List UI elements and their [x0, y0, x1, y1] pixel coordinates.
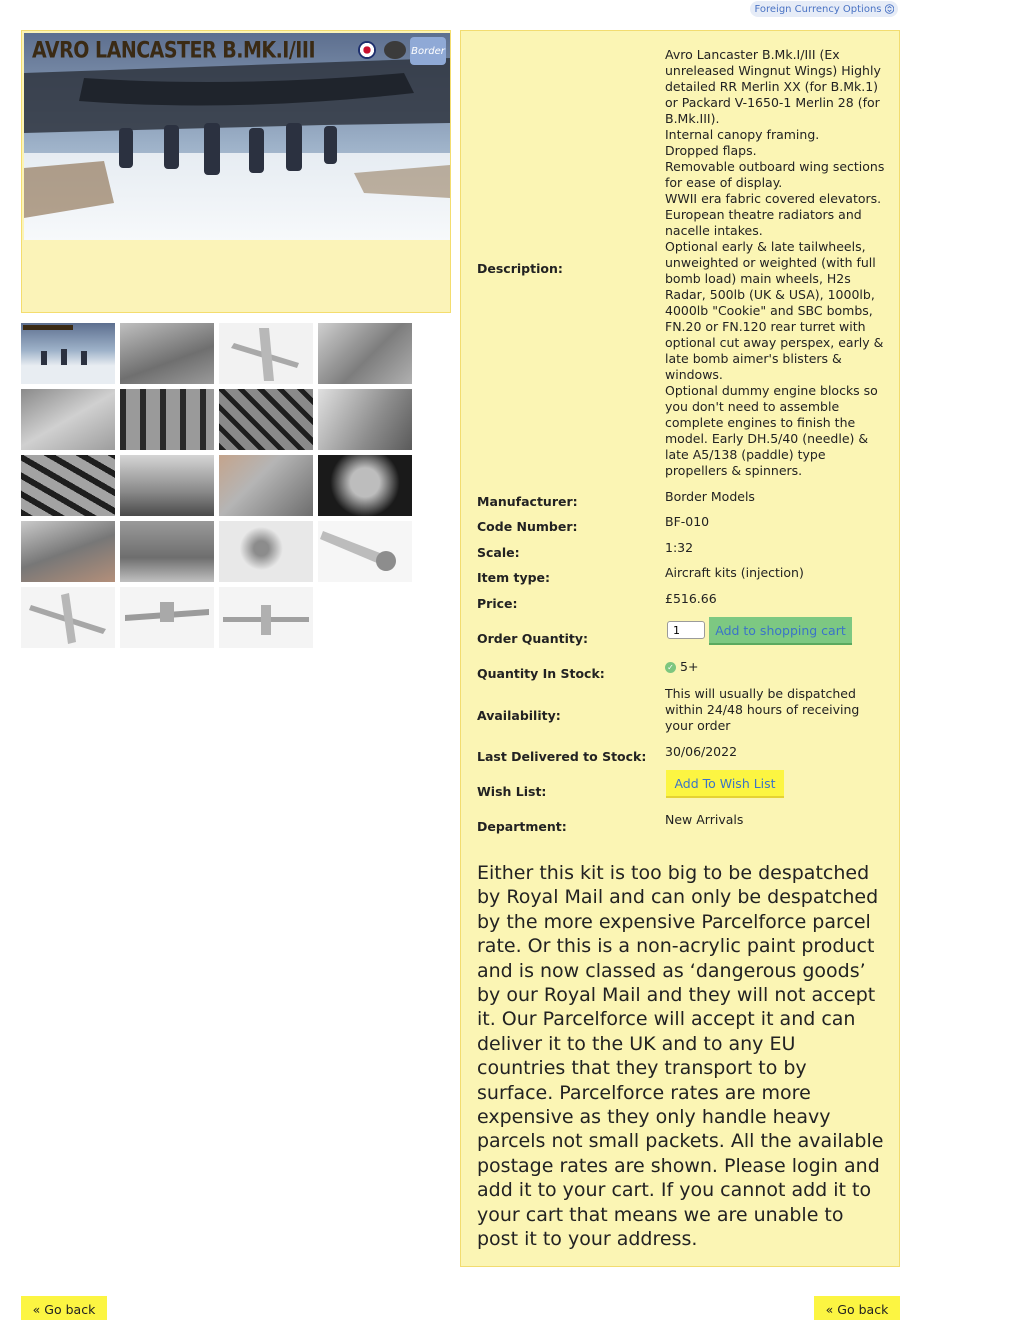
description-line: late A5/138 (paddle) type — [665, 447, 826, 462]
thumbnail[interactable] — [219, 323, 313, 384]
go-back-button-left[interactable]: « Go back — [21, 1296, 107, 1320]
description-line: propellers & spinners. — [665, 463, 803, 478]
thumbnail[interactable] — [21, 323, 115, 384]
notice-line: rate. Or this is a non-acrylic paint product — [477, 935, 875, 958]
description-line: WWII era fabric covered elevators. — [665, 191, 882, 206]
item-type-value: Aircraft kits (injection) — [665, 565, 804, 580]
notice-line: post it to your address. — [477, 1228, 698, 1251]
description-line: unreleased Wingnut Wings) Highly — [665, 63, 881, 78]
thumbnail[interactable] — [219, 389, 313, 450]
manufacturer-value: Border Models — [665, 489, 755, 504]
notice-line: it. Our Parcelforce will accept it and can — [477, 1008, 856, 1031]
raf-roundel-icon — [358, 41, 376, 59]
description-label: Description: — [477, 261, 563, 276]
notice-line: your cart that means we are unable to — [477, 1203, 844, 1226]
foreign-currency-options-button[interactable] — [750, 1, 898, 17]
thumbnail[interactable] — [21, 521, 115, 582]
description-line: for ease of display. — [665, 175, 783, 190]
thumbnail[interactable] — [120, 323, 214, 384]
availability-value — [665, 686, 859, 734]
description-line: or Packard V-1650-1 Merlin 28 (for — [665, 95, 880, 110]
department-label: Department: — [477, 819, 567, 834]
notice-line: by our Royal Mail and they will not accept — [477, 984, 876, 1007]
description-line: Internal canopy framing. — [665, 127, 820, 142]
border-brand-logo: Border — [410, 37, 446, 65]
wish-list-label: Wish List: — [477, 784, 547, 799]
description-line: you don't need to assemble — [665, 399, 840, 414]
code-number-value: BF-010 — [665, 514, 710, 529]
currency-options-label: Foreign Currency Options — [754, 3, 882, 15]
description-line: bomb load) main wheels, H2s — [665, 271, 851, 286]
notice-line: add it to your cart. If you cannot add it to — [477, 1179, 872, 1202]
availability-line: This will usually be dispatched — [665, 686, 856, 701]
description-line: FN.20 or FN.120 rear turret with — [665, 319, 866, 334]
notice-line: surface. Parcelforce rates are more — [477, 1081, 811, 1104]
availability-line: within 24/48 hours of receiving — [665, 702, 860, 717]
department-value: New Arrivals — [665, 812, 744, 827]
product-description — [665, 47, 884, 479]
description-line: model. Early DH.5/40 (needle) & — [665, 431, 869, 446]
thumbnail[interactable] — [219, 521, 313, 582]
notice-line: countries that they transport to by — [477, 1057, 807, 1080]
availability-label: Availability: — [477, 708, 561, 723]
description-line: Optional early & late tailwheels, — [665, 239, 866, 254]
notice-line: deliver it to the UK and to any EU — [477, 1032, 796, 1055]
description-line: European theatre radiators and — [665, 207, 862, 222]
thumbnail[interactable] — [21, 587, 115, 648]
up-down-chevron-icon — [885, 4, 894, 14]
price-label: Price: — [477, 596, 518, 611]
add-to-wish-list-button[interactable]: Add To Wish List — [666, 770, 784, 798]
in-stock-check-icon: ✓ — [665, 662, 676, 673]
description-line: complete engines to finish the — [665, 415, 856, 430]
product-info-panel — [460, 30, 900, 1267]
thumbnail[interactable] — [21, 389, 115, 450]
order-quantity-input[interactable] — [667, 621, 705, 639]
go-back-button-right[interactable]: « Go back — [814, 1296, 900, 1320]
description-line: nacelle intakes. — [665, 223, 763, 238]
item-type-label: Item type: — [477, 570, 551, 585]
description-line: detailed RR Merlin XX (for B.Mk.1) — [665, 79, 879, 94]
thumbnail[interactable] — [318, 323, 412, 384]
box-art-title: AVRO LANCASTER B.MK.I/III — [32, 38, 316, 64]
description-line: optional cut away perspex, early & — [665, 335, 884, 350]
thumbnail[interactable] — [219, 455, 313, 516]
order-quantity-label: Order Quantity: — [477, 631, 588, 646]
scale-label: Scale: — [477, 545, 520, 560]
quantity-in-stock-label: Quantity In Stock: — [477, 666, 605, 681]
thumbnail[interactable] — [318, 521, 412, 582]
notice-line: by the more expensive Parcelforce parcel — [477, 910, 871, 933]
thumbnail[interactable] — [219, 587, 313, 648]
thumbnail[interactable] — [120, 587, 214, 648]
description-line: B.Mk.III). — [665, 111, 720, 126]
description-line: unweighted or weighted (with full — [665, 255, 876, 270]
thumbnail[interactable] — [21, 455, 115, 516]
scale-value: 1:32 — [665, 540, 694, 555]
notice-line: postage rates are shown. Please login and — [477, 1154, 880, 1177]
notice-line: and is now classed as ‘dangerous goods’ — [477, 959, 866, 982]
thumbnail[interactable] — [120, 521, 214, 582]
main-product-image[interactable] — [21, 30, 451, 313]
shipping-notice — [477, 861, 887, 1252]
stock-count: 5+ — [680, 659, 699, 674]
code-number-label: Code Number: — [477, 519, 578, 534]
box-art-image — [24, 33, 450, 240]
price-value: £516.66 — [665, 591, 717, 606]
last-delivered-label: Last Delivered to Stock: — [477, 749, 647, 764]
description-line: late bomb aimer's blisters & — [665, 351, 842, 366]
notice-line: by Royal Mail and can only be despatched — [477, 886, 879, 909]
notice-line: expensive as they only handle heavy — [477, 1106, 831, 1129]
description-line: Optional dummy engine blocks so — [665, 383, 878, 398]
manufacturer-logo-icon — [384, 41, 406, 59]
thumbnail[interactable] — [318, 455, 412, 516]
thumbnail[interactable] — [318, 389, 412, 450]
last-delivered-value: 30/06/2022 — [665, 744, 738, 759]
notice-line: Either this kit is too big to be despatched — [477, 862, 870, 884]
quantity-in-stock-value — [665, 659, 698, 675]
manufacturer-label: Manufacturer: — [477, 494, 578, 509]
description-line: Dropped flaps. — [665, 143, 757, 158]
thumbnail[interactable] — [120, 455, 214, 516]
description-line: Removable outboard wing sections — [665, 159, 885, 174]
description-line: 4000lb "Cookie" and SBC bombs, — [665, 303, 873, 318]
notice-line: parcels not small packets. All the available — [477, 1130, 884, 1153]
availability-line: your order — [665, 718, 731, 733]
description-line: Radar, 500lb (UK & USA), 1000lb, — [665, 287, 875, 302]
description-line: windows. — [665, 367, 723, 382]
add-to-cart-button[interactable]: Add to shopping cart — [709, 617, 852, 645]
thumbnail[interactable] — [120, 389, 214, 450]
description-line: Avro Lancaster B.Mk.I/III (Ex — [665, 47, 840, 62]
